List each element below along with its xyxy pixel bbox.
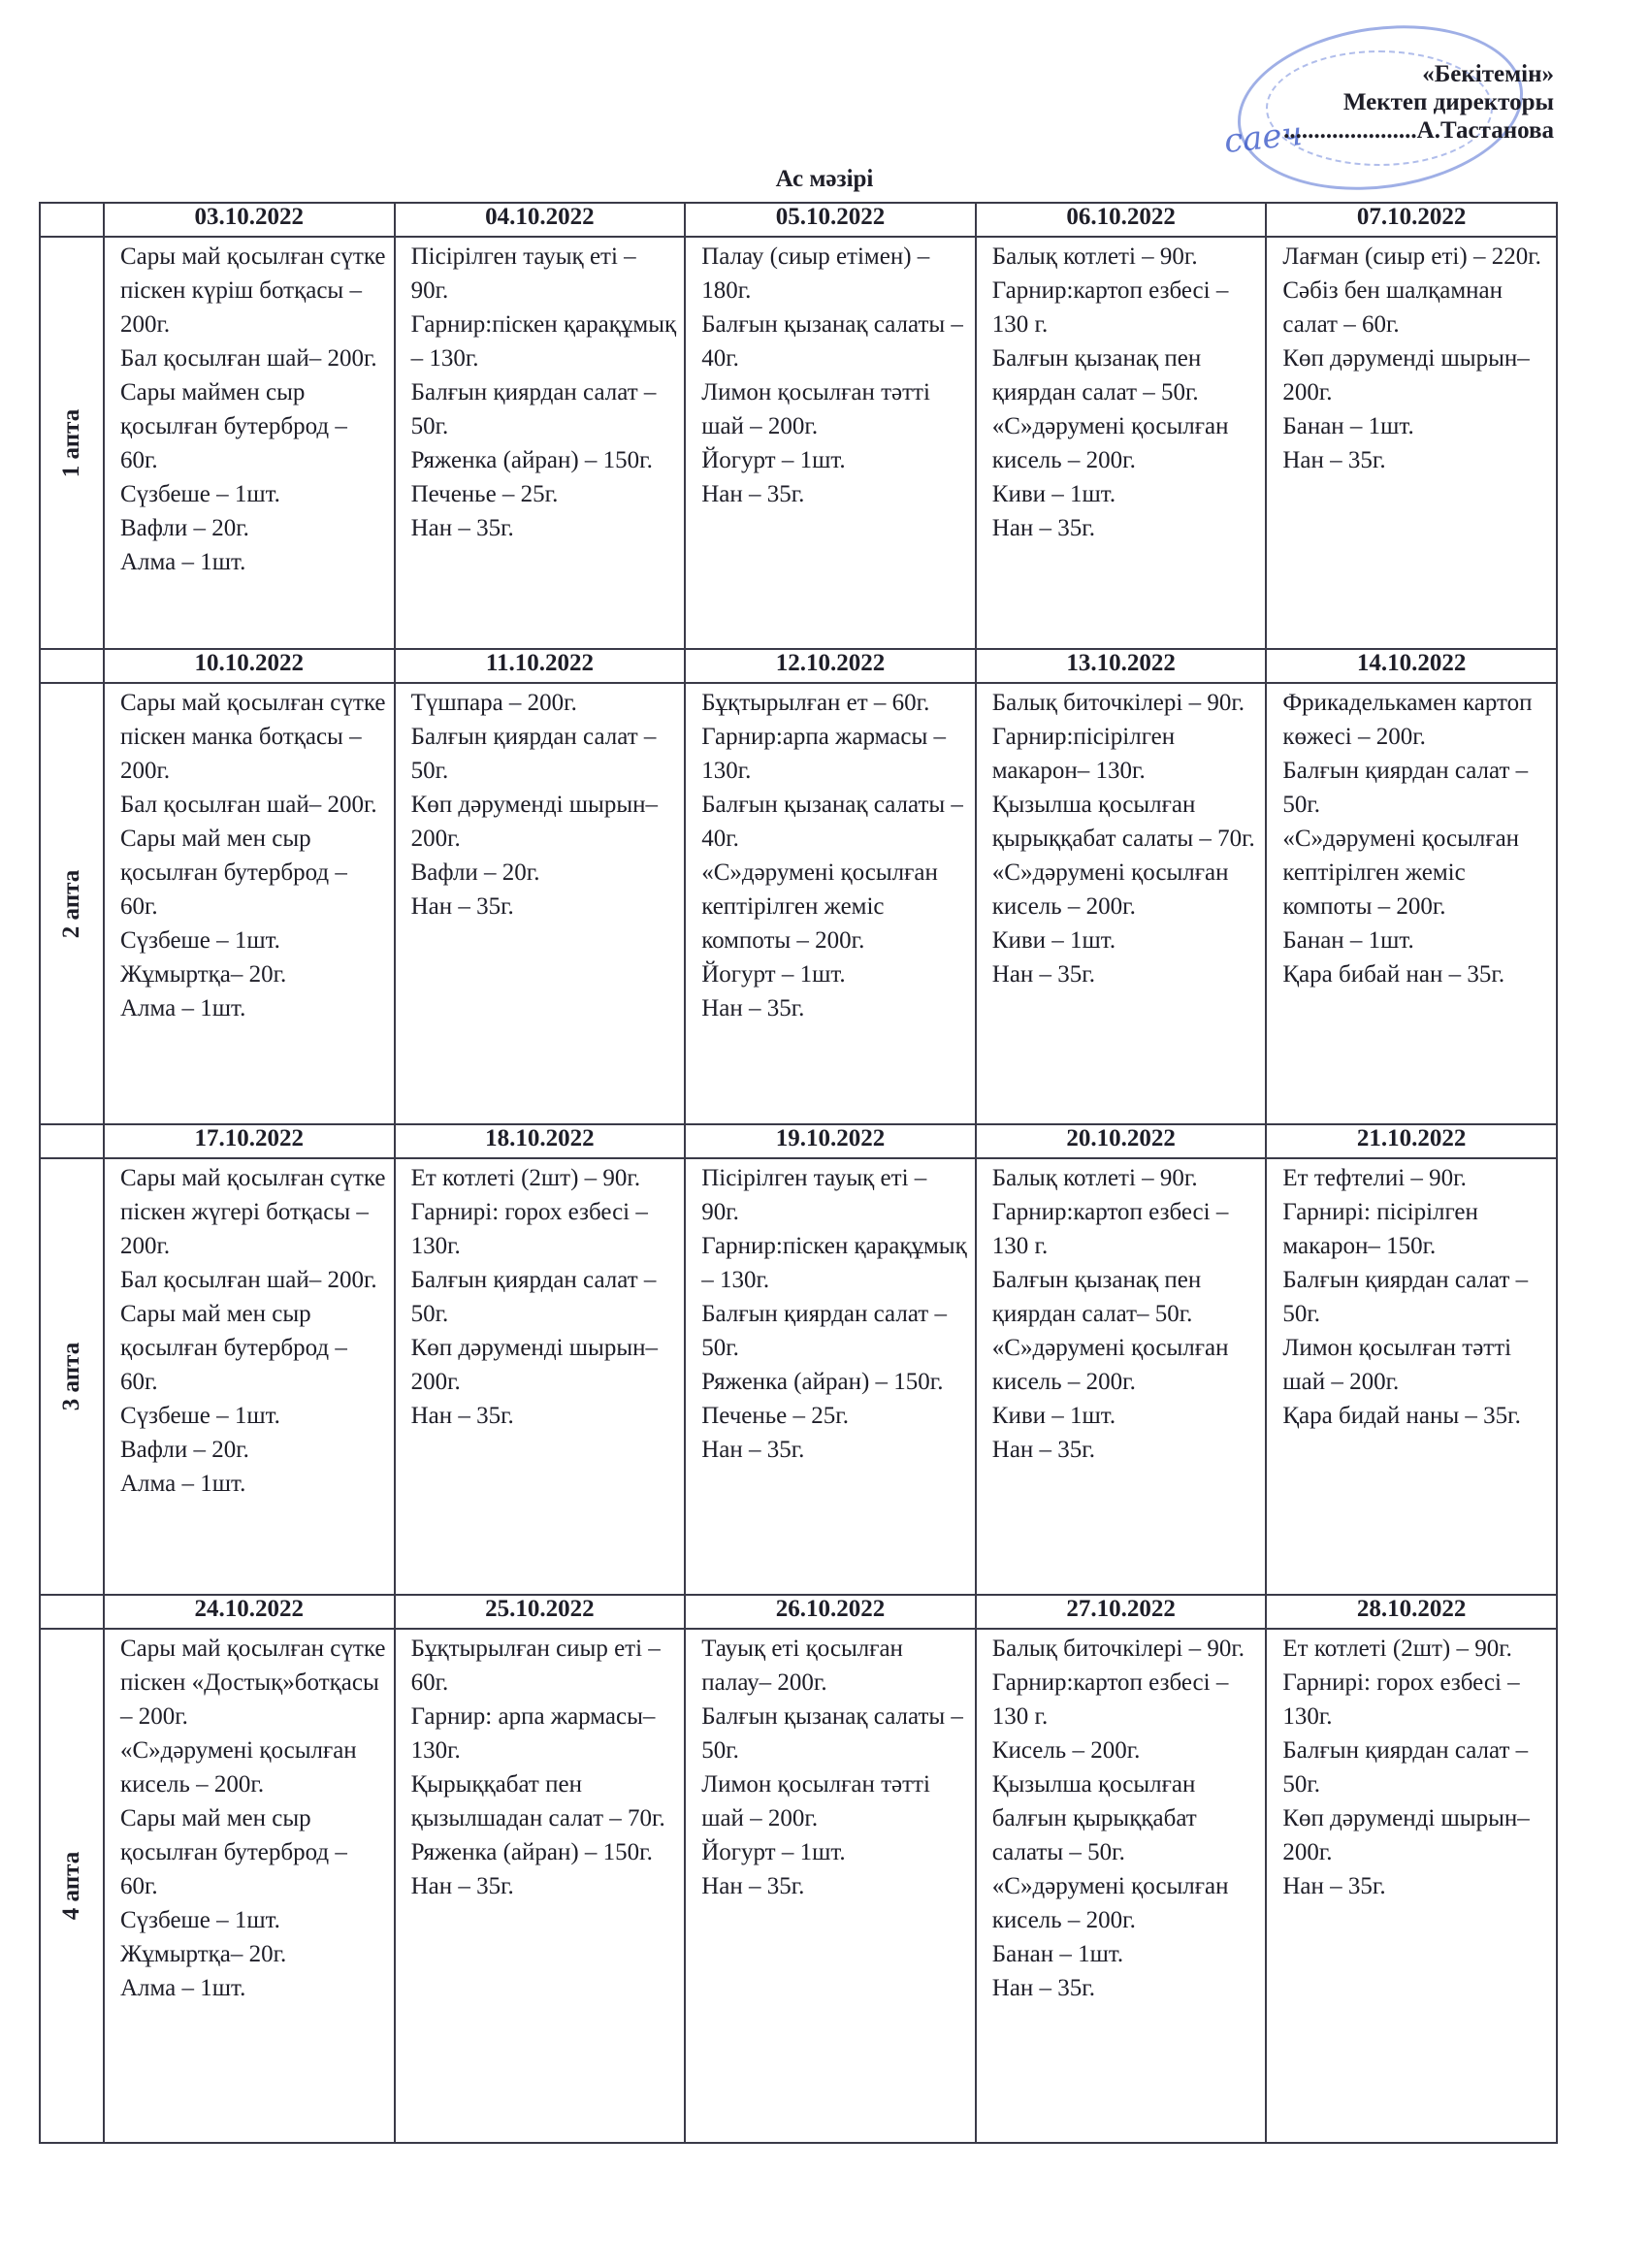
menu-item: Нан – 35г. xyxy=(991,1975,1095,2001)
menu-item: «С»дәрумені қосылған кисель – 200г. xyxy=(991,1873,1229,1933)
week-label: 4 апта xyxy=(58,1851,84,1921)
menu-item: Қырыққабат пен қызылшадан салат – 70г. xyxy=(410,1771,665,1831)
menu-item: Тауық еті қосылған палау– 200г. xyxy=(701,1636,903,1696)
day-menu-cell xyxy=(685,1629,976,2143)
menu-item: Гарнирі: горох езбесі – 130г. xyxy=(1282,1669,1520,1730)
day-menu-cell xyxy=(685,683,976,1124)
menu-item: Банан – 1шт. xyxy=(1282,413,1414,439)
day-menu-cell xyxy=(104,237,395,649)
date-header-cell: 12.10.2022 xyxy=(685,649,976,683)
menu-item: Нан – 35г. xyxy=(410,515,514,541)
menu-item: Балғын қиярдан салат – 50г. xyxy=(1282,758,1529,818)
menu-item: Балық котлеті – 90г. xyxy=(991,243,1198,270)
menu-item-list xyxy=(105,1159,394,1507)
approver-signature-line: ......................А.Тастанова xyxy=(1283,117,1554,144)
menu-item: Нан – 35г. xyxy=(410,1873,514,1899)
menu-item-list xyxy=(396,1159,685,1439)
menu-item: Қызылша қосылған балғын қырыққабат салаты – 50г. xyxy=(991,1771,1197,1865)
menu-item: Балғын қызанақ пен қиярдан салат– 50г. xyxy=(991,1267,1202,1327)
menu-item-list xyxy=(977,684,1266,997)
menu-item: Ряженка (айран) – 150г. xyxy=(701,1369,944,1395)
day-menu-cell xyxy=(1266,1629,1557,2143)
menu-item: Гарнир:пісірілген макарон– 130г. xyxy=(991,724,1176,784)
document-title: Ас мәзірі xyxy=(775,166,874,192)
menu-item: Бал қосылған шай– 200г. xyxy=(120,792,377,818)
day-menu-cell xyxy=(976,683,1267,1124)
menu-item: Бал қосылған шай– 200г. xyxy=(120,345,377,372)
day-menu-cell xyxy=(104,1158,395,1595)
menu-item: Нан – 35г. xyxy=(701,481,805,507)
week-menu-row xyxy=(40,1629,1557,2143)
week-label-cell xyxy=(40,1158,104,1595)
week-label: 3 апта xyxy=(58,1342,84,1411)
corner-cell xyxy=(40,1124,104,1158)
menu-item: Ет котлеті (2шт) – 90г. xyxy=(410,1165,641,1191)
menu-item: Нан – 35г. xyxy=(991,961,1095,988)
day-menu-cell xyxy=(395,683,686,1124)
corner-cell xyxy=(40,649,104,683)
menu-item: Нан – 35г. xyxy=(701,1873,805,1899)
menu-item: Балғын қиярдан салат – 50г. xyxy=(410,379,657,439)
menu-item: Киви – 1шт. xyxy=(991,927,1116,954)
corner-cell xyxy=(40,1595,104,1629)
menu-item: Печенье – 25г. xyxy=(410,481,559,507)
menu-item: Гарнир:картоп езбесі – 130 г. xyxy=(991,1199,1229,1259)
date-header-cell: 17.10.2022 xyxy=(104,1124,395,1158)
week-menu-row xyxy=(40,237,1557,649)
menu-item-list xyxy=(686,1159,975,1473)
menu-item-list xyxy=(396,1630,685,1909)
menu-item: Киви – 1шт. xyxy=(991,1403,1116,1429)
menu-item: «С»дәрумені қосылған кисель – 200г. xyxy=(120,1737,357,1798)
menu-item: Балғын қызанақ салаты – 40г. xyxy=(701,311,963,372)
approval-label: «Бекітемін» xyxy=(1422,61,1554,87)
menu-item: Жұмыртқа– 20г. xyxy=(120,1941,287,1967)
menu-item-list xyxy=(1267,684,1556,997)
menu-item: Нан – 35г. xyxy=(1282,447,1386,473)
menu-item: Жұмыртқа– 20г. xyxy=(120,961,287,988)
day-menu-cell xyxy=(1266,1158,1557,1595)
menu-table xyxy=(39,202,1558,2144)
menu-item-list xyxy=(105,1630,394,2011)
date-header-cell: 03.10.2022 xyxy=(104,203,395,237)
menu-item: Сары маймен сыр қосылған бутерброд – 60г. xyxy=(120,379,347,473)
menu-item: Киви – 1шт. xyxy=(991,481,1116,507)
date-header-cell: 27.10.2022 xyxy=(976,1595,1267,1629)
menu-item-list xyxy=(396,684,685,929)
menu-item: Лағман (сиыр еті) – 220г. xyxy=(1282,243,1541,270)
menu-item-list xyxy=(686,684,975,1031)
menu-item: Балғын қиярдан салат – 50г. xyxy=(410,724,657,784)
menu-item: Печенье – 25г. xyxy=(701,1403,849,1429)
date-header-cell: 05.10.2022 xyxy=(685,203,976,237)
menu-item: Фрикаделькамен картоп көжесі – 200г. xyxy=(1282,690,1533,750)
menu-item: Балғын қызанақ салаты –50г. xyxy=(701,1703,963,1764)
menu-item: Гарнир:піскен қарақұмық – 130г. xyxy=(410,311,677,372)
menu-item: Ет котлеті (2шт) – 90г. xyxy=(1282,1636,1512,1662)
menu-item: Сүзбеше – 1шт. xyxy=(120,481,280,507)
date-header-cell: 19.10.2022 xyxy=(685,1124,976,1158)
menu-item: Көп дәруменді шырын– 200г. xyxy=(410,1335,658,1395)
week-date-header-row xyxy=(40,649,1557,683)
date-header-cell: 26.10.2022 xyxy=(685,1595,976,1629)
menu-item-list xyxy=(396,238,685,551)
menu-item: Сары май мен сыр қосылған бутерброд – 60г. xyxy=(120,826,347,920)
menu-item-list xyxy=(1267,1159,1556,1439)
menu-item: Сүзбеше – 1шт. xyxy=(120,1403,280,1429)
week-label-cell xyxy=(40,237,104,649)
menu-item: Сары май қосылған сүтке піскен «Достық»ботқасы – 200г. xyxy=(120,1636,386,1730)
menu-item: Пісірілген тауық еті – 90г. xyxy=(701,1165,927,1225)
menu-item: Бұқтырылған сиыр еті – 60г. xyxy=(410,1636,661,1696)
day-menu-cell xyxy=(395,1629,686,2143)
menu-item: Гарнир:картоп езбесі – 130 г. xyxy=(991,277,1229,338)
menu-item: Алма – 1шт. xyxy=(120,1471,246,1497)
menu-item: «С»дәрумені қосылған кисель – 200г. xyxy=(991,413,1229,473)
menu-item: Йогурт – 1шт. xyxy=(701,447,846,473)
date-header-cell: 04.10.2022 xyxy=(395,203,686,237)
day-menu-cell xyxy=(104,1629,395,2143)
menu-item: Қара бидай наны – 35г. xyxy=(1282,1403,1521,1429)
date-header-cell: 20.10.2022 xyxy=(976,1124,1267,1158)
menu-item: Вафли – 20г. xyxy=(120,515,249,541)
menu-item: Лимон қосылған тәтті шай – 200г. xyxy=(1282,1335,1512,1395)
approver-position: Мектеп директоры xyxy=(1342,89,1554,115)
menu-item: Банан – 1шт. xyxy=(1282,927,1414,954)
menu-item: Лимон қосылған тәтті шай – 200г. xyxy=(701,1771,930,1831)
date-header-cell: 06.10.2022 xyxy=(976,203,1267,237)
day-menu-cell xyxy=(395,1158,686,1595)
menu-item: Кисель – 200г. xyxy=(991,1737,1141,1764)
menu-item: Сүзбеше – 1шт. xyxy=(120,927,280,954)
menu-item: Сары май мен сыр қосылған бутерброд – 60г. xyxy=(120,1301,347,1395)
menu-item: Сары май қосылған сүтке піскен манка ботқасы – 200г. xyxy=(120,690,386,784)
week-menu-row xyxy=(40,683,1557,1124)
week-label: 2 апта xyxy=(58,869,84,938)
menu-item: Вафли – 20г. xyxy=(410,859,540,886)
date-header-cell: 07.10.2022 xyxy=(1266,203,1557,237)
menu-item-list xyxy=(977,1159,1266,1473)
week-label: 1 апта xyxy=(58,408,84,477)
menu-item: Ряженка (айран) – 150г. xyxy=(410,1839,653,1865)
menu-item: Сары май қосылған сүтке піскен жүгері ботқасы – 200г. xyxy=(120,1165,386,1259)
menu-item-list xyxy=(1267,1630,1556,1909)
date-header-cell: 10.10.2022 xyxy=(104,649,395,683)
date-header-cell: 25.10.2022 xyxy=(395,1595,686,1629)
menu-item: Палау (сиыр етімен) – 180г. xyxy=(701,243,930,304)
menu-item: Алма – 1шт. xyxy=(120,1975,246,2001)
menu-item: «С»дәрумені қосылған кептірілген жеміс компоты – 200г. xyxy=(1282,826,1520,920)
date-header-cell: 13.10.2022 xyxy=(976,649,1267,683)
menu-item: Балық котлеті – 90г. xyxy=(991,1165,1198,1191)
menu-item: Гарнирі: пісірілген макарон– 150г. xyxy=(1282,1199,1478,1259)
menu-item-list xyxy=(686,1630,975,1909)
menu-item: Нан – 35г. xyxy=(991,515,1095,541)
day-menu-cell xyxy=(976,1629,1267,2143)
menu-item: «С»дәрумені қосылған кисель – 200г. xyxy=(991,859,1229,920)
menu-item: Гарнир:піскен қарақұмық – 130г. xyxy=(701,1233,967,1293)
menu-item: Ряженка (айран) – 150г. xyxy=(410,447,653,473)
week-label-cell xyxy=(40,1629,104,2143)
menu-item-list xyxy=(1267,238,1556,483)
menu-item: Бұқтырылған ет – 60г. xyxy=(701,690,930,716)
menu-item: Нан – 35г. xyxy=(701,995,805,1021)
menu-item: Алма – 1шт. xyxy=(120,995,246,1021)
menu-item-list xyxy=(105,238,394,585)
menu-item: Балғын қиярдан салат – 50г. xyxy=(1282,1737,1529,1798)
menu-item: Лимон қосылған тәтті шай – 200г. xyxy=(701,379,930,439)
day-menu-cell xyxy=(104,683,395,1124)
date-header-cell: 28.10.2022 xyxy=(1266,1595,1557,1629)
menu-item: Қара бибай нан – 35г. xyxy=(1282,961,1505,988)
date-header-cell: 14.10.2022 xyxy=(1266,649,1557,683)
menu-item-list xyxy=(977,1630,1266,2011)
menu-item: Нан – 35г. xyxy=(701,1437,805,1463)
menu-item: Көп дәруменді шырын– 200г. xyxy=(410,792,658,852)
week-date-header-row xyxy=(40,1595,1557,1629)
day-menu-cell xyxy=(685,237,976,649)
day-menu-cell xyxy=(1266,237,1557,649)
menu-item: Балық биточкілері – 90г. xyxy=(991,690,1245,716)
menu-item: Гарнирі: горох езбесі – 130г. xyxy=(410,1199,648,1259)
approval-block xyxy=(1283,60,1554,145)
menu-item: Балғын қызанақ салаты – 40г. xyxy=(701,792,963,852)
menu-item: Пісірілген тауық еті – 90г. xyxy=(410,243,636,304)
menu-item: Нан – 35г. xyxy=(410,893,514,920)
date-header-cell: 11.10.2022 xyxy=(395,649,686,683)
menu-item: Көп дәруменді шырын– 200г. xyxy=(1282,1805,1530,1865)
menu-item: Балық биточкілері – 90г. xyxy=(991,1636,1245,1662)
menu-item: Нан – 35г. xyxy=(410,1403,514,1429)
menu-item: Гарнир: арпа жармасы–130г. xyxy=(410,1703,656,1764)
day-menu-cell xyxy=(685,1158,976,1595)
menu-item: «С»дәрумені қосылған кептірілген жеміс компоты – 200г. xyxy=(701,859,938,954)
menu-item: Сары май мен сыр қосылған бутерброд – 60г. xyxy=(120,1805,347,1899)
menu-item-list xyxy=(977,238,1266,551)
menu-item: Сәбіз бен шалқамнан салат – 60г. xyxy=(1282,277,1504,338)
menu-item: Йогурт – 1шт. xyxy=(701,1839,846,1865)
day-menu-cell xyxy=(976,237,1267,649)
day-menu-cell xyxy=(1266,683,1557,1124)
menu-item: Банан – 1шт. xyxy=(991,1941,1124,1967)
menu-item: Қызылша қосылған қырыққабат салаты – 70г. xyxy=(991,792,1255,852)
menu-item: Түшпара – 200г. xyxy=(410,690,577,716)
menu-item-list xyxy=(686,238,975,517)
menu-item: Йогурт – 1шт. xyxy=(701,961,846,988)
menu-item: Балғын қызанақ пен қиярдан салат – 50г. xyxy=(991,345,1202,405)
menu-item: Гарнир:арпа жармасы – 130г. xyxy=(701,724,947,784)
menu-item: Сүзбеше – 1шт. xyxy=(120,1907,280,1933)
week-menu-row xyxy=(40,1158,1557,1595)
week-date-header-row xyxy=(40,1124,1557,1158)
menu-item: Сары май қосылған сүтке піскен күріш ботқасы – 200г. xyxy=(120,243,386,338)
menu-item: Көп дәруменді шырын– 200г. xyxy=(1282,345,1530,405)
day-menu-cell xyxy=(395,237,686,649)
menu-item-list xyxy=(105,684,394,1031)
menu-item: Гарнир:картоп езбесі – 130 г. xyxy=(991,1669,1229,1730)
day-menu-cell xyxy=(976,1158,1267,1595)
menu-item: Балғын қиярдан салат – 50г. xyxy=(1282,1267,1529,1327)
date-header-cell: 18.10.2022 xyxy=(395,1124,686,1158)
date-header-cell: 21.10.2022 xyxy=(1266,1124,1557,1158)
menu-item: «С»дәрумені қосылған кисель – 200г. xyxy=(991,1335,1229,1395)
menu-item: Балғын қиярдан салат – 50г. xyxy=(410,1267,657,1327)
menu-item: Алма – 1шт. xyxy=(120,549,246,575)
menu-item: Вафли – 20г. xyxy=(120,1437,249,1463)
week-date-header-row xyxy=(40,203,1557,237)
menu-item: Нан – 35г. xyxy=(991,1437,1095,1463)
date-header-cell: 24.10.2022 xyxy=(104,1595,395,1629)
corner-cell xyxy=(40,203,104,237)
director-signature: саеч xyxy=(1222,113,1305,162)
menu-item: Ет тефтелиі – 90г. xyxy=(1282,1165,1467,1191)
menu-item: Бал қосылған шай– 200г. xyxy=(120,1267,377,1293)
week-label-cell xyxy=(40,683,104,1124)
menu-item: Балғын қиярдан салат – 50г. xyxy=(701,1301,947,1361)
menu-item: Нан – 35г. xyxy=(1282,1873,1386,1899)
